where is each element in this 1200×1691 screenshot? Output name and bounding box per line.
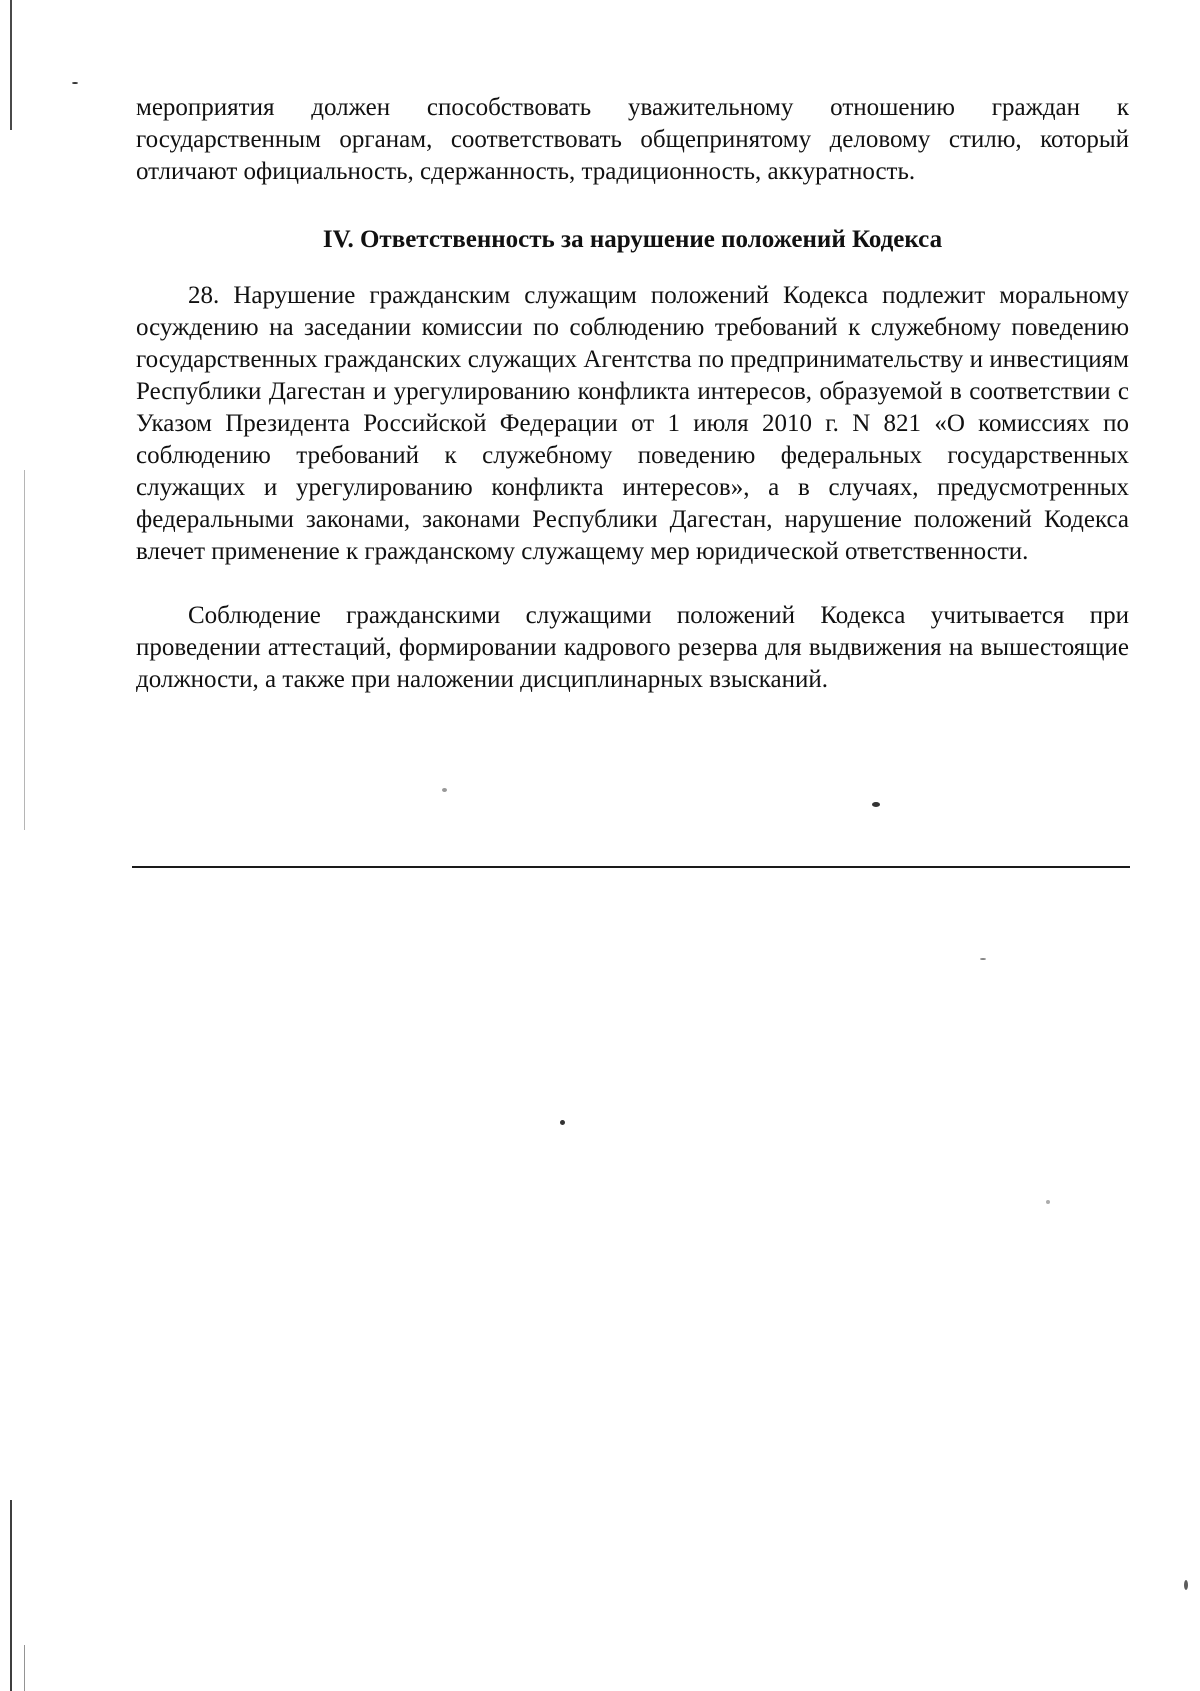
scan-edge-line: [10, 1500, 12, 1691]
section-title: IV. Ответственность за нарушение положений Кодекса: [322, 226, 943, 253]
scan-edge-line: [24, 1645, 25, 1691]
document-body: [136, 92, 1129, 696]
paragraph-spacer: [136, 568, 1129, 600]
paragraph-intro: мероприятия должен способствовать уважительному отношению граждан к государственным органам, соответствовать общепринятому деловому стилю, который отличают официальность, сдержанность, традиционность, аккуратность.: [136, 94, 1129, 185]
scan-speck: [1184, 1580, 1188, 1590]
horizontal-rule: [132, 866, 1130, 868]
scan-speck: [980, 958, 986, 960]
scan-speck: [560, 1120, 565, 1125]
scan-speck: [1046, 1200, 1050, 1204]
paragraph-28: 28. Нарушение гражданским служащим положений Кодекса подлежит моральному осуждению на заседании комиссии по соблюдению требований к служебному поведению государственных гражданских служащих Агентства по предпринимательству и инвестициям Республики Дагестан и урегулированию конфликта интересов, образуемой в соответствии с Указом Президента Российской Федерации от 1 июля 2010 г. N 821 «О комиссиях по соблюдению требований к служебному поведению федеральных государственных служащих и урегулированию конфликта интересов», а в случаях, предусмотренных федеральными законами, законами Республики Дагестан, нарушение положений Кодекса влечет применение к гражданскому служащему мер юридической ответственности.: [136, 282, 1129, 565]
scan-speck: [442, 788, 447, 792]
scan-edge-line: [10, 0, 12, 130]
scan-speck: [872, 802, 880, 807]
scan-speck: [72, 82, 78, 84]
paragraph-compliance: Соблюдение гражданскими служащими положений Кодекса учитывается при проведении аттестаций, формировании кадрового резерва для выдвижения на вышестоящие должности, а также при наложении дисциплинарных взысканий.: [136, 602, 1129, 693]
scan-edge-line: [24, 470, 25, 830]
